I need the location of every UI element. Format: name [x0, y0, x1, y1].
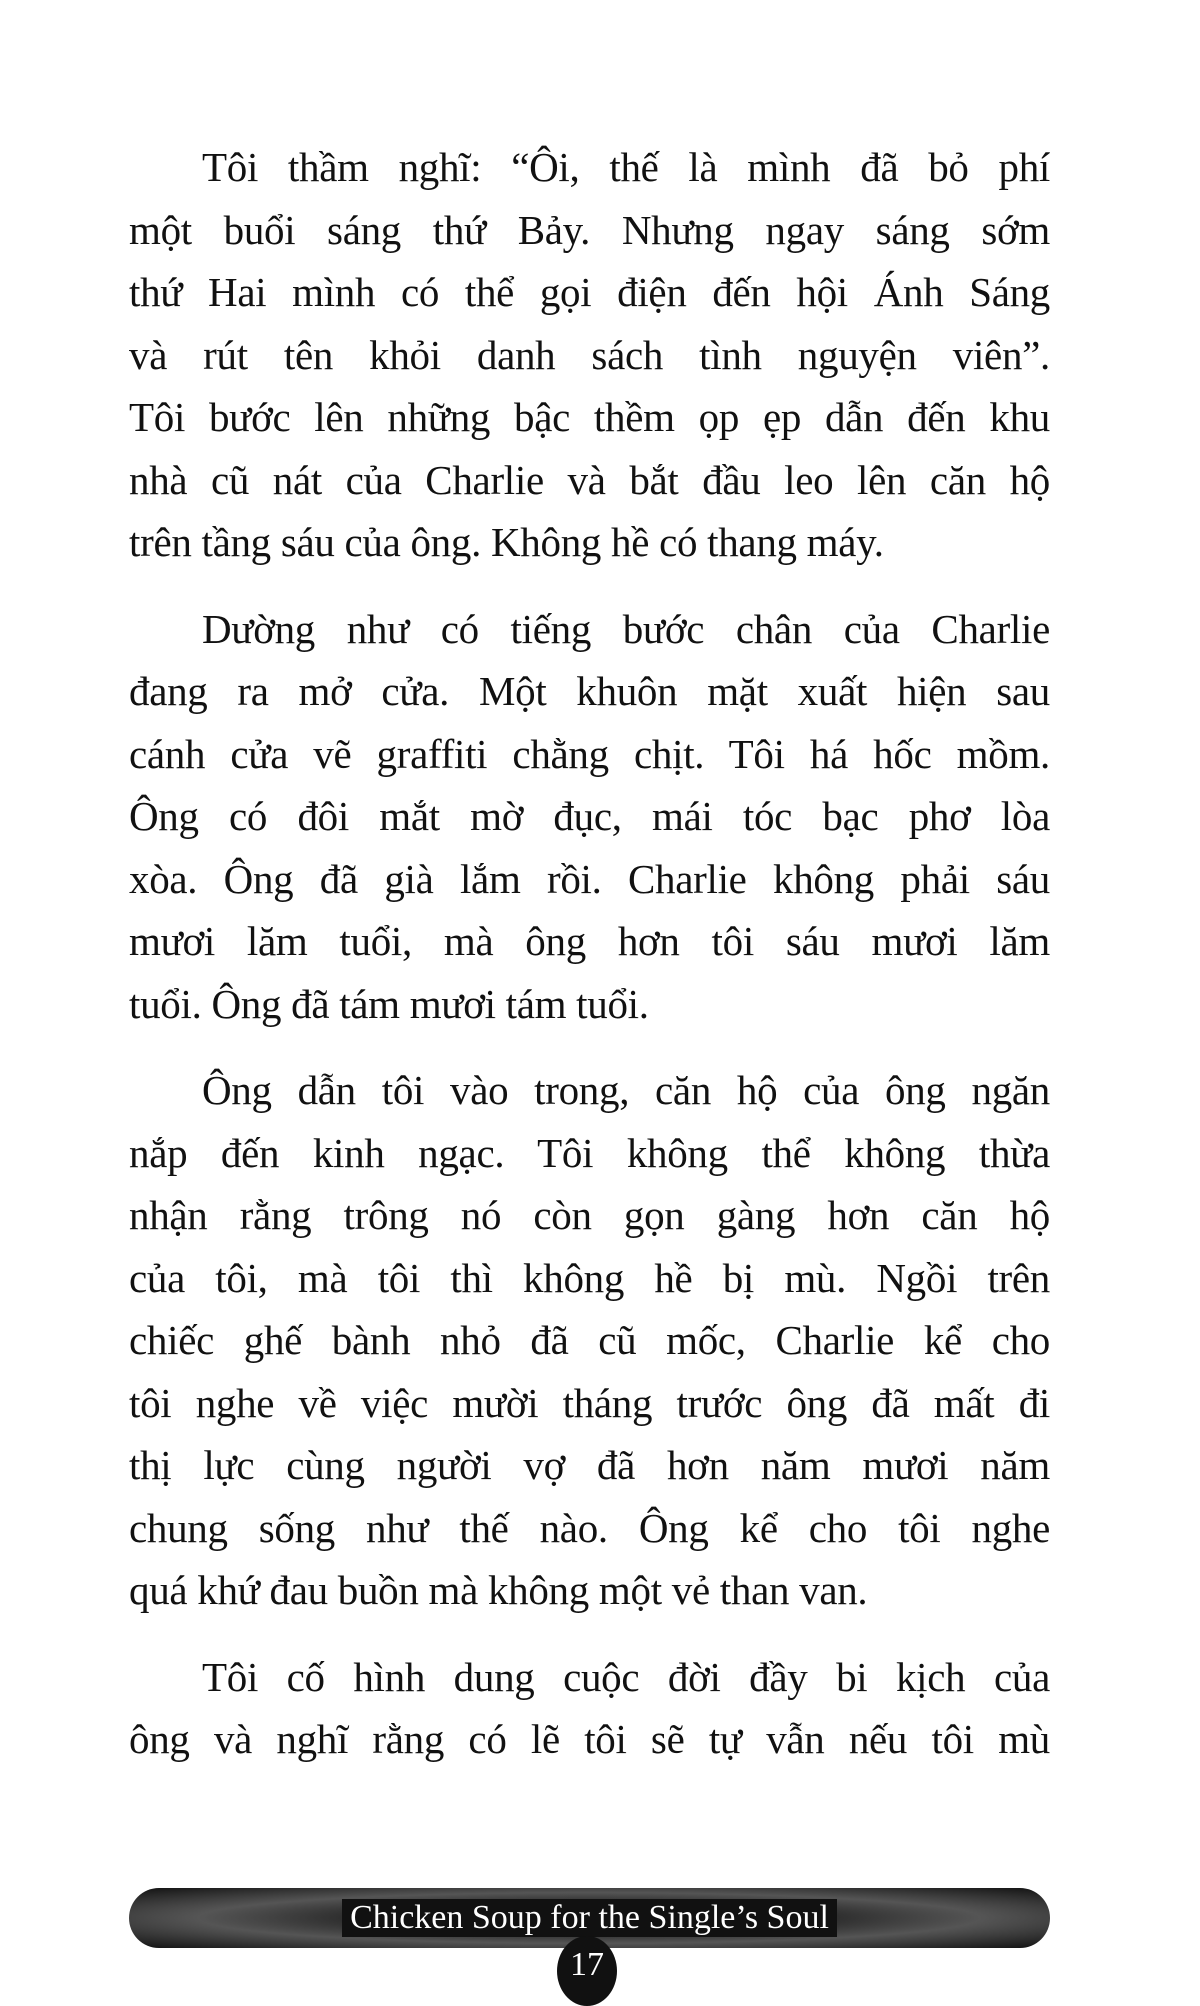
text-line: thị lực cùng người vợ đã hơn năm mươi năm — [129, 1442, 1050, 1488]
paragraph — [129, 598, 1050, 1036]
text-line: xòa. Ông đã già lắm rồi. Charlie không phải sáu — [129, 855, 1050, 902]
text-line: mươi lăm tuổi, mà ông hơn tôi sáu mươi lăm — [129, 918, 1050, 964]
text-line: cánh cửa vẽ graffiti chằng chịt. Tôi há hốc mồm. — [129, 730, 1050, 777]
text-line: nhận rằng trông nó còn gọn gàng hơn căn hộ — [129, 1192, 1050, 1238]
text-line: Ông có đôi mắt mờ đục, mái tóc bạc phơ lòa — [129, 793, 1050, 839]
text-line: chiếc ghế bành nhỏ đã cũ mốc, Charlie kể cho — [129, 1317, 1050, 1363]
body-text — [129, 136, 1050, 1795]
book-title: Chicken Soup for the Single’s Soul — [342, 1899, 837, 1937]
text-line: chung sống như thế nào. Ông kể cho tôi nghe — [129, 1504, 1050, 1551]
text-line: Tôi cố hình dung cuộc đời đầy bi kịch của — [202, 1653, 1050, 1700]
text-line: trên tầng sáu của ông. Không hề có thang máy. — [129, 519, 884, 565]
text-line: nắp đến kinh ngạc. Tôi không thể không thừa — [129, 1129, 1050, 1176]
text-line: của tôi, mà tôi thì không hề bị mù. Ngồi trên — [129, 1254, 1050, 1301]
text-line: Dường như có tiếng bước chân của Charlie — [202, 605, 1050, 652]
text-line: Tôi bước lên những bậc thềm ọp ẹp dẫn đến khu — [129, 394, 1050, 440]
page-number: 17 — [557, 1936, 617, 2006]
text-line: đang ra mở cửa. Một khuôn mặt xuất hiện sau — [129, 668, 1050, 714]
text-line: tuổi. Ông đã tám mươi tám tuổi. — [129, 980, 649, 1027]
paragraph — [129, 1646, 1050, 1771]
paragraph — [129, 136, 1050, 574]
text-line: tôi nghe về việc mười tháng trước ông đã mất đi — [129, 1379, 1050, 1426]
text-line: Tôi thầm nghĩ: “Ôi, thế là mình đã bỏ phí — [202, 144, 1050, 190]
text-line: và rút tên khỏi danh sách tình nguyện viên”. — [129, 331, 1050, 378]
paragraph — [129, 1059, 1050, 1622]
text-line: quá khứ đau buồn mà không một vẻ than van. — [129, 1567, 868, 1613]
text-line: một buổi sáng thứ Bảy. Nhưng ngay sáng sớm — [129, 206, 1050, 253]
text-line: ông và nghĩ rằng có lẽ tôi sẽ tự vẫn nếu tôi mù — [129, 1716, 1050, 1762]
text-line: Ông dẫn tôi vào trong, căn hộ của ông ngăn — [202, 1067, 1050, 1113]
text-line: thứ Hai mình có thể gọi điện đến hội Ánh Sáng — [129, 269, 1050, 315]
text-line: nhà cũ nát của Charlie và bắt đầu leo lên căn hộ — [129, 456, 1050, 503]
